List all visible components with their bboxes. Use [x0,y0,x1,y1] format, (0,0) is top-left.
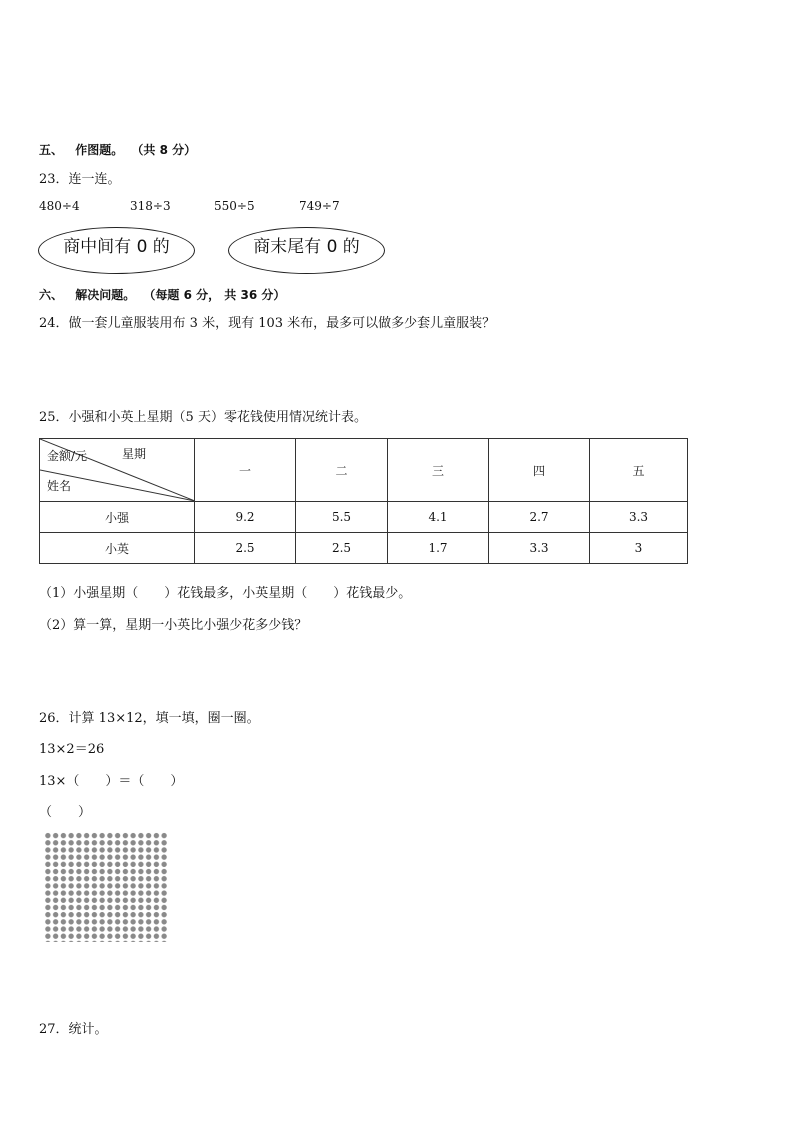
question-26-line2: 13×（ ）＝（ ） [39,774,184,789]
question-26-line3: （ ） [39,805,92,820]
expression: 550÷5 [214,199,255,213]
header-amount-label: 金额/元 [47,449,88,463]
question-26-line1: 13×2＝26 [39,742,105,757]
table-cell: 1.7 [388,533,489,564]
table-cell: 9.2 [195,502,296,533]
expression: 318÷3 [130,199,171,213]
allowance-table [39,438,688,564]
section-score: （每题 6 分， 共 36 分） [143,288,286,302]
day-header: 五 [590,439,688,502]
dot-grid-image [44,832,168,942]
day-header: 二 [296,439,388,502]
table-cell: 2.5 [195,533,296,564]
table-cell: 2.5 [296,533,388,564]
expression: 749÷7 [299,199,340,213]
question-25-sub2: （2）算一算，星期一小英比小强少花多少钱？ [39,618,308,633]
oval-label: 商末尾有 0 的 [253,237,360,257]
section-title: 解决问题。 [75,288,136,302]
expression: 480÷4 [39,199,80,213]
question-25-sub1: （1）小强星期（ ）花钱最多，小英星期（ ）花钱最少。 [39,586,412,601]
section-score: （共 8 分） [131,143,197,157]
question-24-text: 24．做一套儿童服装用布 3 米，现有 103 米布，最多可以做多少套儿童服装？ [39,316,496,331]
table-cell: 4.1 [388,502,489,533]
oval-middle-zero [38,227,195,274]
section-5-heading [39,141,196,158]
day-header: 三 [388,439,489,502]
table-cell: 3.3 [489,533,590,564]
table-cell: 3.3 [590,502,688,533]
day-header: 一 [195,439,296,502]
table-header-diagonal-cell [40,439,195,502]
table-row [40,502,688,533]
table-cell: 2.7 [489,502,590,533]
row-name: 小强 [40,502,195,533]
question-25-title: 25．小强和小英上星期（5 天）零花钱使用情况统计表。 [39,410,367,425]
header-day-label: 星期 [122,447,147,461]
question-26-title: 26．计算 13×12，填一填，圈一圈。 [39,711,260,726]
section-number: 五、 [39,143,64,157]
question-27-title: 27．统计。 [39,1022,108,1037]
table-cell: 3 [590,533,688,564]
day-header: 四 [489,439,590,502]
oval-label: 商中间有 0 的 [63,237,170,257]
table-row [40,533,688,564]
section-6-heading [39,286,285,303]
row-name: 小英 [40,533,195,564]
header-name-label: 姓名 [47,479,72,493]
section-number: 六、 [39,288,64,302]
question-23-title: 23．连一连。 [39,172,121,187]
table-cell: 5.5 [296,502,388,533]
section-title: 作图题。 [75,143,124,157]
oval-end-zero [228,227,385,274]
